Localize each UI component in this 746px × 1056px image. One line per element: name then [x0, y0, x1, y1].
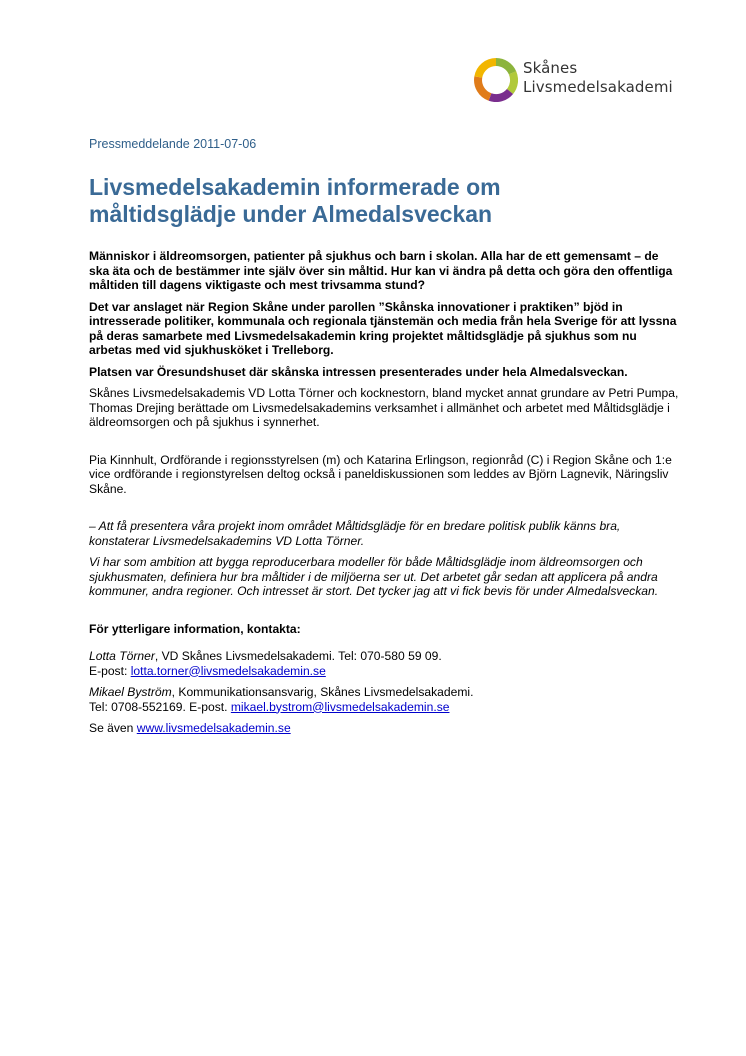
website-link[interactable]: www.livsmedelsakademin.se	[136, 721, 291, 735]
contact-person-1	[89, 649, 679, 678]
contact-2-tel: Tel: 0708-552169. E-post.	[89, 699, 231, 714]
quote-paragraph-1: – Att få presentera våra projekt inom området Måltidsglädje för en bredare politisk publik känns bra, konstaterar Livsmedelsakademins VD Lotta Törner.	[89, 519, 621, 548]
logo-line-1: Skånes	[523, 59, 578, 77]
see-also-label: Se även	[89, 721, 137, 735]
contact-2-role: , Kommunikationsansvarig, Skånes Livsmedelsakademi.	[171, 685, 474, 699]
quote-paragraph-2: Vi har som ambition att bygga reproducerbara modeller för både Måltidsglädje inom äldreomsorgen och sjukhusmaten, definiera hur bra måltider i de miljöerna ser ut. Det arbetet går sedan att applicera på andra kommuner, andra regioner. Och intresset är stort. Det tycker jag att vi fick bevis för under Almedalsveckan.	[89, 555, 659, 598]
lead-paragraph-3: Platsen var Öresundshuset där skånska intressen presenterades under hela Almedalsveckan.	[89, 364, 628, 379]
lead-paragraph-1: Människor i äldreomsorgen, patienter på sjukhus och barn i skolan. Alla har de ett gemensamt – de ska äta och de bestämmer inte själv över sin måltid. Hur kan vi ändra på detta och göra den offentliga måltiden till dagens viktigaste och mest trivsamma stund?	[89, 249, 673, 292]
logo-line-2: Livsmedelsakademi	[523, 78, 673, 96]
contact-2-email-link[interactable]: mikael.bystrom@livsmedelsakademin.se	[230, 699, 450, 714]
headline: Livsmedelsakademin informerade om måltidsglädje under Almedalsveckan	[89, 174, 501, 227]
logo-ring-icon	[474, 58, 518, 102]
contact-1-email-link[interactable]: lotta.torner@livsmedelsakademin.se	[130, 663, 326, 678]
see-also	[89, 721, 679, 736]
body-paragraph-2: Pia Kinnhult, Ordförande i regionsstyrelsen (m) och Katarina Erlingson, regionråd (C) i Region Skåne och 1:e vice ordförande i regionstyrelsen deltog också i paneldiskussionen som leddes av Björn Lagnevik, Näringsliv Skåne.	[89, 452, 672, 496]
logo	[474, 58, 674, 104]
contact-person-2	[89, 685, 679, 714]
logo-wordmark	[523, 59, 673, 97]
article-body	[89, 249, 679, 743]
contact-1-name: Lotta Törner	[89, 649, 155, 663]
lead-paragraph-2: Det var anslaget när Region Skåne under parollen ”Skånska innovationer i praktiken” bjöd in intresserade politiker, kommunala och regionala tjänstemän och media från hela Sverige för att lyssna på deras samarbete med Livsmedelsakademin kring projektet måltidsglädje på sjukhus som nu arbetas med vid sjukhusköket i Trelleborg.	[89, 299, 677, 357]
contact-2-name: Mikael Byström	[89, 685, 172, 699]
press-release-date: Pressmeddelande 2011-07-06	[89, 137, 257, 151]
contact-heading: För ytterligare information, kontakta:	[89, 621, 301, 636]
contact-1-email-label: E-post:	[89, 663, 131, 678]
body-paragraph-1: Skånes Livsmedelsakademis VD Lotta Törner och kocknestorn, bland mycket annat grundare av Petri Pumpa, Thomas Drejing berättade om Livsmedelsakademins verksamhet i allmänhet och arbetet med Måltidsglädje i äldreomsorgen och på sjukhus i synnerhet.	[89, 386, 679, 429]
contact-1-role: , VD Skånes Livsmedelsakademi. Tel: 070-580 59 09.	[154, 649, 442, 663]
